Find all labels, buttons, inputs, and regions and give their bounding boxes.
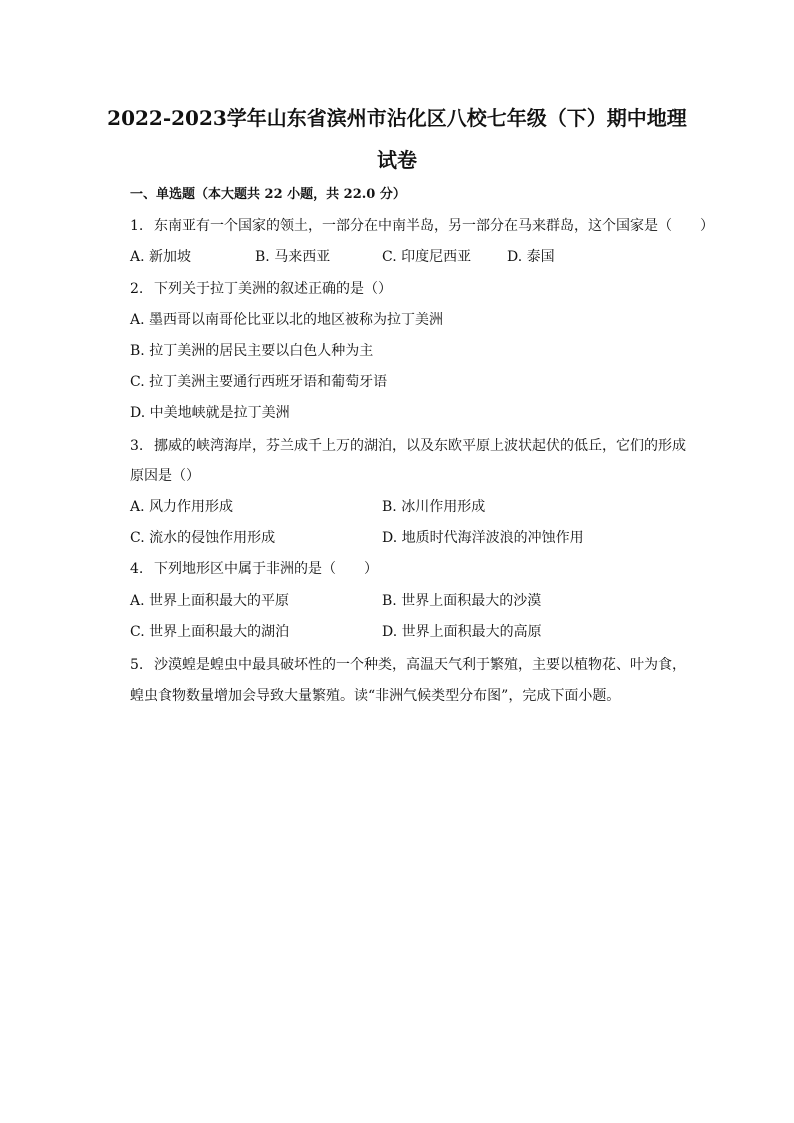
option-c: C. 印度尼西亚	[382, 249, 472, 265]
question-number: 4.	[130, 561, 144, 577]
option-a: A. 新加坡	[130, 249, 192, 265]
option-a: A. 风力作用形成	[130, 499, 234, 515]
question-number: 5.	[130, 657, 144, 673]
option-c: C. 拉丁美洲主要通行西班牙语和葡萄牙语	[130, 374, 388, 390]
option-c: C. 流水的侵蚀作用形成	[130, 530, 276, 546]
option-d: D. 地质时代海洋波浪的冲蚀作用	[382, 530, 584, 546]
option-b: B. 冰川作用形成	[382, 499, 486, 515]
question-5	[130, 655, 686, 675]
option-b: B. 马来西亚	[255, 249, 331, 265]
question-number: 2.	[130, 281, 144, 297]
option-a: A. 世界上面积最大的平原	[130, 593, 290, 609]
option-c: C. 世界上面积最大的湖泊	[130, 624, 290, 640]
option-a: A. 墨西哥以南哥伦比亚以北的地区被称为拉丁美洲	[130, 312, 444, 328]
exam-title: 2022-2023学年山东省滨州市沾化区八校七年级（下）期中地理	[107, 106, 687, 130]
question-stem: 东南亚有一个国家的领土，一部分在中南半岛，另一部分在马来群岛，这个国家是（ ）	[154, 218, 714, 234]
question-stem: 下列关于拉丁美洲的叙述正确的是（）	[154, 281, 392, 297]
exam-title-continued: 试卷	[377, 148, 417, 172]
question-3	[130, 436, 686, 456]
question-1	[130, 216, 714, 236]
question-2	[130, 279, 392, 299]
option-b: B. 世界上面积最大的沙漠	[382, 593, 542, 609]
option-d: D. 中美地峡就是拉丁美洲	[130, 405, 290, 421]
option-d: D. 泰国	[507, 249, 555, 265]
question-stem-continued: 蝗虫食物数量增加会导致大量繁殖。读“非洲气候类型分布图”，完成下面小题。	[130, 688, 621, 704]
question-stem: 沙漠蝗是蝗虫中最具破坏性的一个种类，高温天气利于繁殖，主要以植物花、叶为食，	[154, 657, 686, 673]
question-stem: 下列地形区中属于非洲的是（ ）	[154, 561, 378, 577]
question-number: 1.	[130, 218, 144, 234]
question-stem: 挪威的峡湾海岸，芬兰成千上万的湖泊，以及东欧平原上波状起伏的低丘，它们的形成	[154, 438, 686, 454]
question-stem-continued: 原因是（）	[130, 468, 200, 484]
question-number: 3.	[130, 438, 144, 454]
section-heading: 一、单选题（本大题共 22 小题，共 22.0 分）	[130, 187, 406, 202]
option-b: B. 拉丁美洲的居民主要以白色人种为主	[130, 343, 374, 359]
option-d: D. 世界上面积最大的高原	[382, 624, 542, 640]
question-4	[130, 559, 378, 579]
